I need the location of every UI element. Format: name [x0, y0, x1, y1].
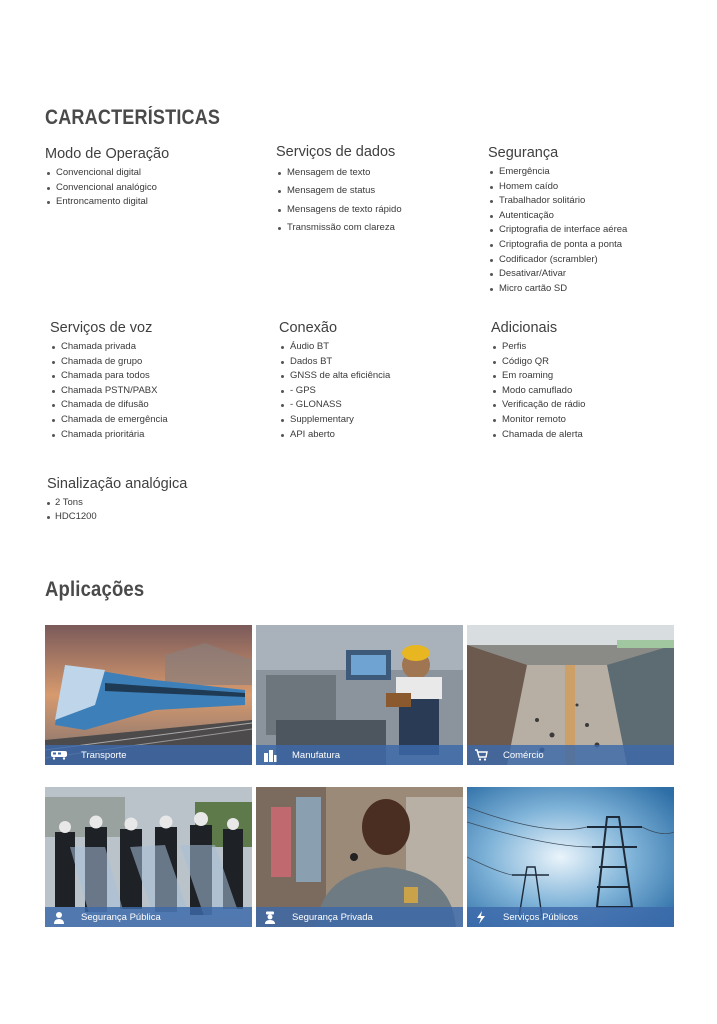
- factory-icon: [256, 745, 284, 765]
- feature-item: Chamada para todos: [50, 369, 265, 384]
- factory-photo: [256, 625, 463, 765]
- feature-item: - GPS: [279, 384, 494, 399]
- feature-item: Convencional analógico: [45, 181, 260, 196]
- feature-item: Entroncamento digital: [45, 195, 260, 210]
- feature-item: Micro cartão SD: [488, 282, 703, 297]
- feature-item: 2 Tons: [47, 496, 262, 510]
- tile-caption: [45, 907, 252, 927]
- feature-item: Em roaming: [491, 369, 706, 384]
- tile-caption: [467, 745, 674, 765]
- feature-item: Supplementary: [279, 413, 494, 428]
- application-tile-transport[interactable]: [45, 625, 252, 765]
- tile-label: Serviços Públicos: [503, 911, 578, 923]
- feature-item: Trabalhador solitário: [488, 194, 703, 209]
- tile-label: Segurança Privada: [292, 911, 373, 923]
- feature-group-title: Modo de Operação: [45, 146, 170, 162]
- train-icon: [45, 745, 73, 765]
- feature-item: Codificador (scrambler): [488, 253, 703, 268]
- feature-item: Dados BT: [279, 355, 494, 370]
- feature-item: Criptografia de interface aérea: [488, 223, 703, 238]
- feature-item: Convencional digital: [45, 166, 260, 181]
- feature-item: Monitor remoto: [491, 413, 706, 428]
- power-line-photo: [467, 787, 674, 927]
- feature-group-analog-signaling: [47, 476, 262, 524]
- feature-item: Modo camuflado: [491, 384, 706, 399]
- application-tile-public-safety[interactable]: [45, 787, 252, 927]
- feature-item: Chamada de difusão: [50, 398, 265, 413]
- feature-item: Autenticação: [488, 209, 703, 224]
- application-tile-utilities[interactable]: [467, 787, 674, 927]
- feature-item: Código QR: [491, 355, 706, 370]
- feature-group-title: Serviços de voz: [50, 320, 153, 336]
- feature-item: Áudio BT: [279, 340, 494, 355]
- feature-item: Chamada de grupo: [50, 355, 265, 370]
- feature-item: Chamada de alerta: [491, 428, 706, 443]
- application-tile-commerce[interactable]: [467, 625, 674, 765]
- feature-item: GNSS de alta eficiência: [279, 369, 494, 384]
- feature-item: Mensagens de texto rápido: [276, 201, 491, 219]
- feature-group-title: Conexão: [279, 320, 338, 336]
- feature-group-title: Sinalização analógica: [47, 476, 188, 492]
- feature-group-title: Adicionais: [491, 320, 558, 336]
- guard-photo: [256, 787, 463, 927]
- feature-item: Mensagem de status: [276, 182, 491, 200]
- feature-item: Homem caído: [488, 180, 703, 195]
- applications-title: Aplicações: [45, 578, 145, 601]
- tile-caption: [45, 745, 252, 765]
- application-tile-private-security[interactable]: [256, 787, 463, 927]
- feature-item: Desativar/Ativar: [488, 267, 703, 282]
- police-photo: [45, 787, 252, 927]
- shopping-cart-icon: [467, 745, 495, 765]
- tile-caption: [467, 907, 674, 927]
- feature-item: Chamada prioritária: [50, 428, 265, 443]
- feature-item: Emergência: [488, 165, 703, 180]
- feature-item: API aberto: [279, 428, 494, 443]
- application-tile-manufacturing[interactable]: [256, 625, 463, 765]
- feature-item: Perfis: [491, 340, 706, 355]
- lightning-icon: [467, 907, 495, 927]
- feature-group-title: Segurança: [488, 145, 559, 161]
- feature-item: - GLONASS: [279, 398, 494, 413]
- feature-group-additional: [491, 320, 706, 442]
- feature-group-security: [488, 145, 703, 296]
- guard-icon: [256, 907, 284, 927]
- officer-icon: [45, 907, 73, 927]
- feature-group-voice-services: [50, 320, 265, 442]
- feature-group-operation-mode: [45, 146, 260, 210]
- feature-group-connection: [279, 320, 494, 442]
- mall-photo: [467, 625, 674, 765]
- feature-group-title: Serviços de dados: [276, 144, 396, 160]
- tile-caption: [256, 745, 463, 765]
- feature-item: Chamada privada: [50, 340, 265, 355]
- tile-label: Comércio: [503, 749, 544, 761]
- tile-label: Segurança Pública: [81, 911, 161, 923]
- tile-label: Manufatura: [292, 749, 341, 761]
- tile-caption: [256, 907, 463, 927]
- feature-item: Criptografia de ponta a ponta: [488, 238, 703, 253]
- feature-item: Transmissão com clareza: [276, 219, 491, 237]
- feature-group-data-services: [276, 144, 491, 238]
- feature-item: Mensagem de texto: [276, 164, 491, 182]
- feature-item: HDC1200: [47, 510, 262, 524]
- feature-item: Verificação de rádio: [491, 398, 706, 413]
- feature-item: Chamada de emergência: [50, 413, 265, 428]
- train-photo: [45, 625, 252, 765]
- tile-label: Transporte: [81, 749, 127, 761]
- features-title: CARACTERÍSTICAS: [45, 106, 221, 129]
- feature-item: Chamada PSTN/PABX: [50, 384, 265, 399]
